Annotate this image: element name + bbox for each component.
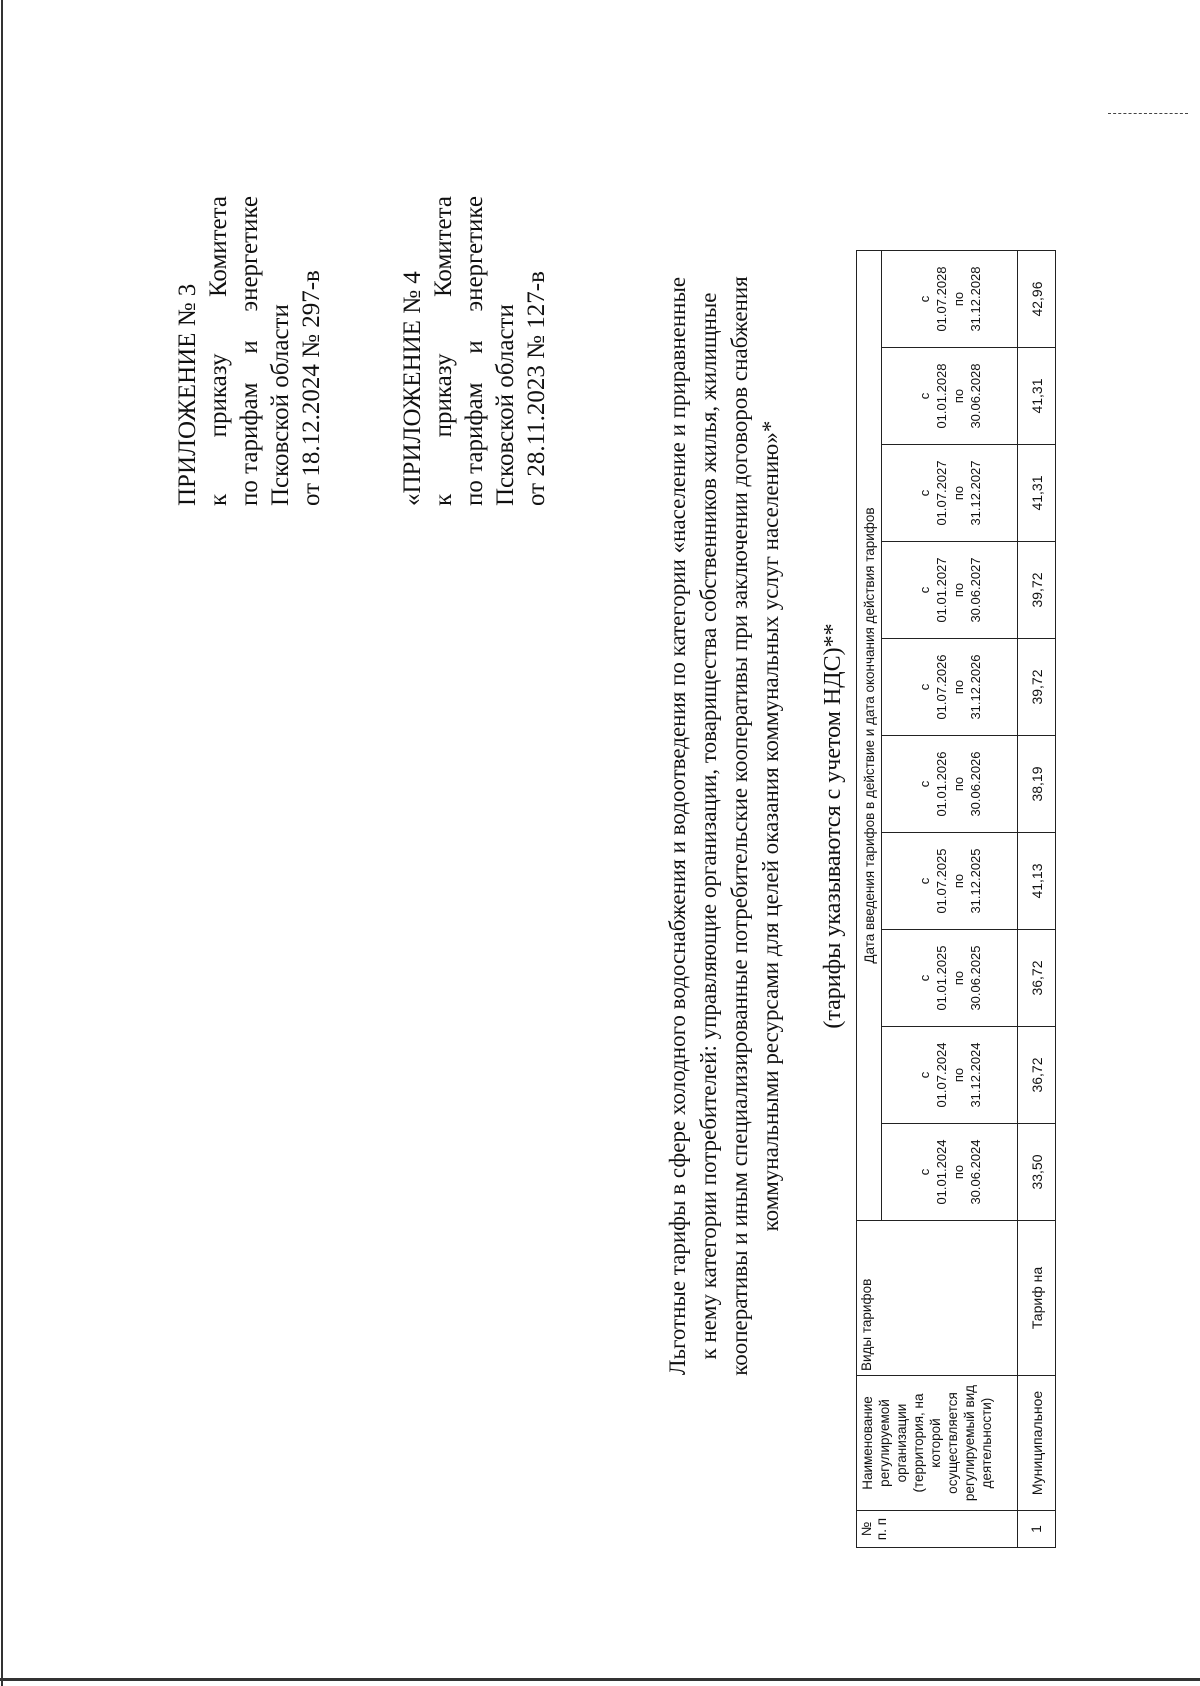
appendix-3-line5: от 18.12.2024 № 297-в xyxy=(298,270,325,506)
appendix-3-line2 xyxy=(203,196,234,506)
title-line-4: коммунальными ресурсами для целей оказания коммунальных услуг населению»* xyxy=(758,420,783,1232)
appendix-4-header xyxy=(397,196,552,506)
title-line-2: к нему категории потребителей: управляющие организации, товарищества собственников жилья, жилищные xyxy=(696,292,721,1360)
table-row xyxy=(1018,251,1056,1548)
row-org: Муниципальное xyxy=(1018,1376,1056,1511)
document-subtitle: (тарифы указываются с учетом НДС)** xyxy=(820,623,846,1029)
tariff-value: 41,31 xyxy=(1018,445,1056,542)
appendix-3-word: по тарифам xyxy=(236,382,263,506)
period-cell: с 01.01.2027 по 30.06.2027 xyxy=(882,542,1018,639)
appendix-3-line4: Псковской области xyxy=(267,304,294,506)
appendix-3-line3 xyxy=(234,196,265,506)
appendix-4-line4: Псковской области xyxy=(492,304,519,506)
tariff-value: 39,72 xyxy=(1018,542,1056,639)
appendix-4-word: приказу xyxy=(430,353,457,438)
scan-dashed-mark xyxy=(1108,112,1188,114)
period-cell: с 01.07.2027 по 31.12.2027 xyxy=(882,445,1018,542)
appendix-4-word: по тарифам xyxy=(461,382,488,506)
period-cell: с 01.01.2028 по 30.06.2028 xyxy=(882,348,1018,445)
tariff-value: 42,96 xyxy=(1018,251,1056,348)
tariff-value: 36,72 xyxy=(1018,1027,1056,1124)
period-cell: с 01.01.2025 по 30.06.2025 xyxy=(882,930,1018,1027)
row-type: Тариф на xyxy=(1018,1221,1056,1376)
tariff-value: 41,13 xyxy=(1018,833,1056,930)
tariff-value: 36,72 xyxy=(1018,930,1056,1027)
col-org-header: Наименование регулируемой организации (территория, на которой осуществляется регулируемый вид деятельности) xyxy=(857,1376,1018,1511)
title-line-3: кооперативы и иным специализированные потребительские кооперативы при заключении договоров снабжения xyxy=(727,276,752,1376)
appendix-3-word: к xyxy=(205,493,232,506)
tariff-value: 38,19 xyxy=(1018,736,1056,833)
appendix-3-title: ПРИЛОЖЕНИЕ № 3 xyxy=(174,283,201,506)
appendix-3-word: энергетике xyxy=(236,196,263,312)
appendix-4-word: Комитета xyxy=(430,196,457,298)
col-type-header: Виды тарифов xyxy=(857,1221,1018,1376)
period-cell: с 01.07.2025 по 31.12.2025 xyxy=(882,833,1018,930)
col-num-header: № п. п xyxy=(857,1511,1018,1548)
appendix-3-word: Комитета xyxy=(205,196,232,298)
document-title xyxy=(662,256,786,1396)
title-line-1: Льготные тарифы в сфере холодного водоснабжения и водоотведения по категории «население и приравненные xyxy=(665,276,690,1376)
appendix-3-word: приказу xyxy=(205,353,232,438)
col-dates-header: Дата введения тарифов в действие и дата окончания действия тарифов xyxy=(857,251,882,1221)
period-cell: с 01.01.2024 по 30.06.2024 xyxy=(882,1124,1018,1221)
tariff-value: 33,50 xyxy=(1018,1124,1056,1221)
appendix-4-word: к xyxy=(430,493,457,506)
period-cell: с 01.07.2024 по 31.12.2024 xyxy=(882,1027,1018,1124)
appendix-4-line3 xyxy=(459,196,490,506)
appendix-4-line2 xyxy=(428,196,459,506)
appendix-4-word: и xyxy=(461,340,488,354)
period-cell: с 01.01.2026 по 30.06.2026 xyxy=(882,736,1018,833)
appendix-3-header xyxy=(172,196,327,506)
period-cell: с 01.07.2026 по 31.12.2026 xyxy=(882,639,1018,736)
appendix-4-line5: от 28.11.2023 № 127-в xyxy=(523,271,550,506)
tariff-table xyxy=(856,250,1056,1548)
period-cell: с 01.07.2028 по 31.12.2028 xyxy=(882,251,1018,348)
row-num: 1 xyxy=(1018,1511,1056,1548)
appendix-4-word: энергетике xyxy=(461,196,488,312)
appendix-3-word: и xyxy=(236,340,263,354)
tariff-value: 41,31 xyxy=(1018,348,1056,445)
appendix-4-title: «ПРИЛОЖЕНИЕ № 4 xyxy=(399,271,426,506)
table-header-row-1 xyxy=(857,251,882,1548)
tariff-value: 39,72 xyxy=(1018,639,1056,736)
